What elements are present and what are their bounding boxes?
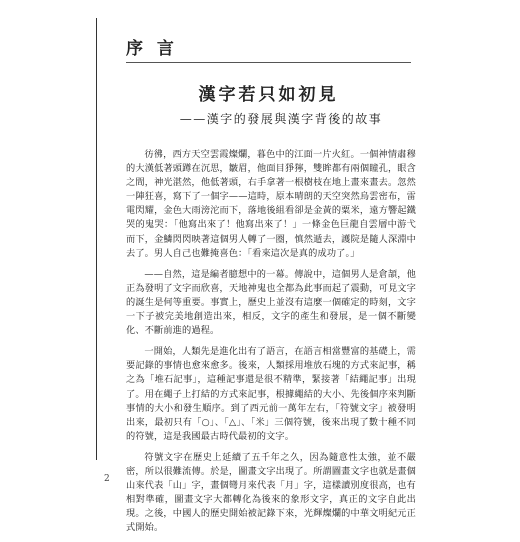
paragraph-1: 彷彿，西方天空雲霞燦爛，暮色中的江面一片火紅。一個神情肅穆的大漢低著頭蹲在沉思，皺眉，他面目猙獰，雙眸都有兩個瞳孔，眼含之間，神光湛然，他低著頭，右手拿著一根樹枝在地上畫來畫去。忽然一陣狂喜，寫下了一個字——這時，原本晴朗的天空突然烏雲密布，雷電閃耀，金色大雨滂沱而下，落地後組看卻是金黃的粟米，遠方響起鐵哭的鬼哭：「他寫出來了！他寫出來了！」一條金色巨龍自雲層中游弋而下，金鱗閃閃映著這個男人轉了一圈，慎然遁去，護院是隨人深淵中去了。男人自己也難掩喜色：「看來這次是真的成功了。」 (126, 149, 416, 259)
paragraph-3: 一開始，人類先是進化出有了語言，在語言相當豐富的基礎上，需要記錄的事情也愈來愈多。後來，人類採用堆放石塊的方式來記事，稱之為「堆石記事」，這種記事還是很不精準，緊接著「結繩記事」出現了。用在繩子上打結的方式來記事，根據繩結的大小、先後個序來判斷事情的大小和發生順序。到了西元前一萬年左右，「符號文字」被發明出來，最初只有「○」、「△」、「米」三個符號，後來出現了數十種不同的符號，這是我國最古時代最初的文字。 (126, 346, 416, 442)
paragraph-4: 符號文字在歷史上延續了五千年之久，因為隨意性太強，並不嚴密，所以很難流傳。於是，圖畫文字出現了。所謂圖畫文字也就是畫個山來代表「山」字，畫個彎月來代表「月」字，這樣讀別度很高，也有相對準確，圖畫文字大都轉化為後來的象形文字，真正的文字自此出現。之後，中國人的歷史開始被記錄下來，光輝燦爛的中華文明紀元正式開始。 (126, 451, 416, 534)
subtitle: ——漢字的發展與漢字背後的故事 (179, 112, 383, 126)
section-title: 序 言 (126, 39, 178, 59)
paragraph-2: ——自然，這是編者臆想中的一幕。傳說中，這個男人是倉頡，他正為發明了文字而欣喜，天地神鬼也全都為此事而起了震動，可見文字的誕生是何等重要。事實上，歷史上並沒有這麼一個確定的時刻，文字一下子被完美地創造出來，相反，文字的產生和發展，是一個不斷變化、不斷前進的過程。 (126, 268, 416, 337)
page-number: 2 (104, 474, 110, 484)
main-title: 漢字若只如初見 (198, 85, 339, 105)
left-margin-rule (96, 18, 97, 460)
title-divider (126, 62, 411, 63)
body-text (126, 148, 416, 542)
